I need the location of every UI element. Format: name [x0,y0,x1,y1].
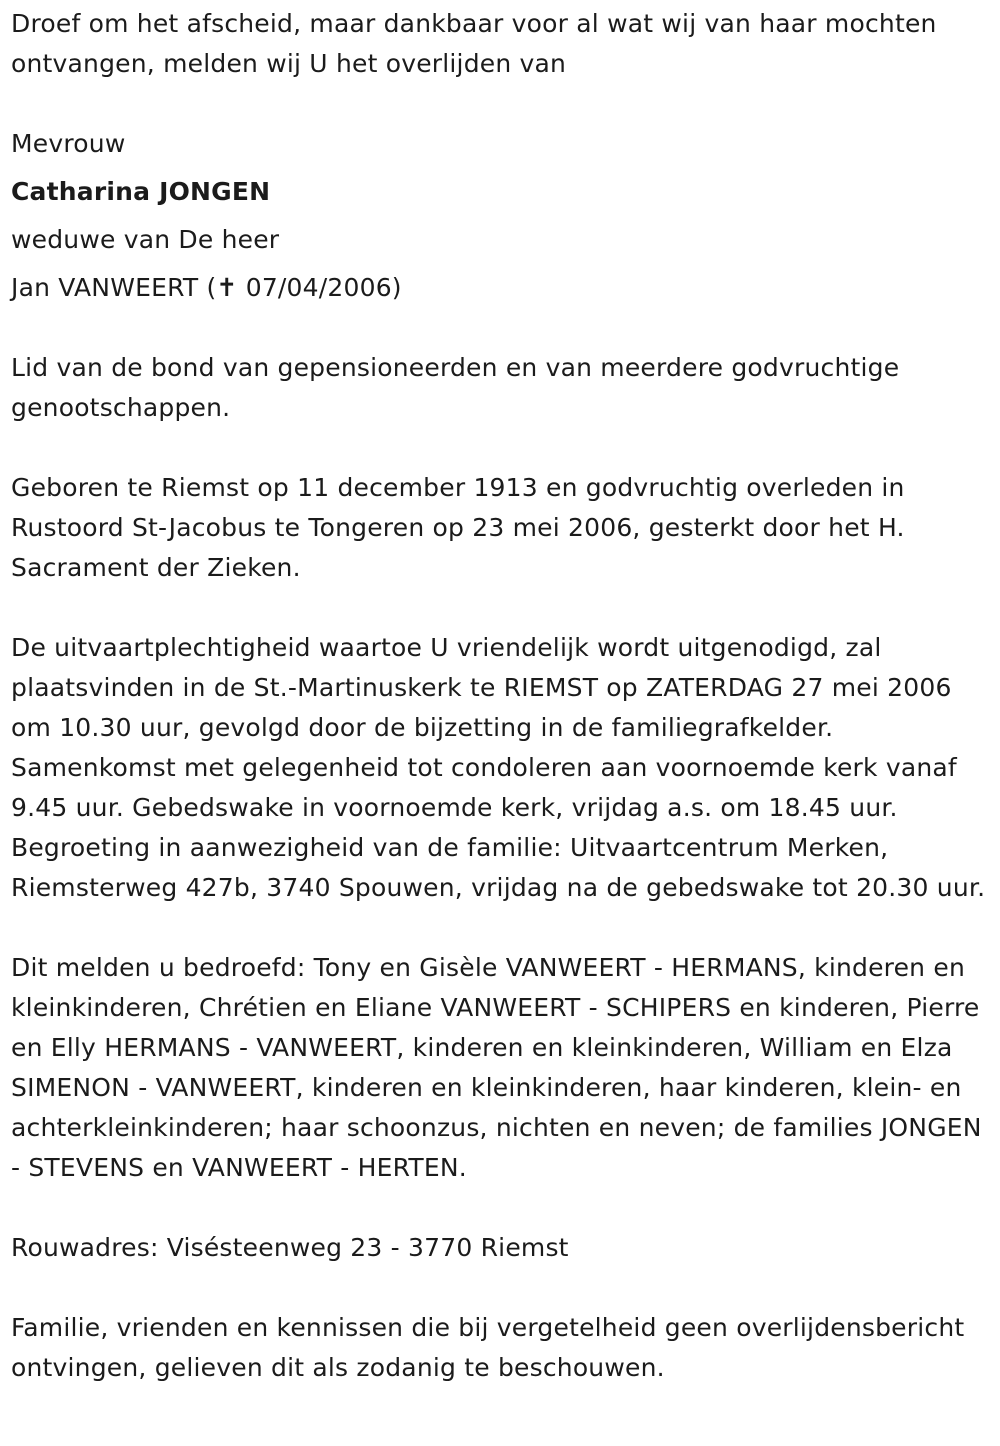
funeral-paragraph: De uitvaartplechtigheid waartoe U vriendelijk wordt uitgenodigd, zal plaatsvinden in de St.-Martinuskerk te RIEMST op ZATERDAG 27 mei 2006 om 10.30 uur, gevolgd door de bijzetting in de familiegrafkelder. Samenkomst met gelegenheid tot condoleren aan voornoemde kerk vanaf 9.45 uur. Gebedswake in voornoemde kerk, vrijdag a.s. om 18.45 uur. Begroeting in aanwezigheid van de familie: Uitvaartcentrum Merken, Riemsterweg 427b, 3740 Spouwen, vrijdag na de gebedswake tot 20.30 uur. [11,633,986,902]
membership-paragraph: Lid van de bond van gepensioneerden en van meerdere godvruchtige genootschappen. [11,353,900,422]
address-paragraph: Rouwadres: Visésteenweg 23 - 3770 Riemst [11,1233,569,1262]
deceased-block [11,124,990,308]
closing-paragraph: Familie, vrienden en kennissen die bij vergetelheid geen overlijdensbericht ontvingen, gelieven dit als zodanig te beschouwen. [11,1313,965,1382]
widow-of-line: weduwe van De heer [11,225,280,254]
deceased-title: Mevrouw [11,129,126,158]
family-paragraph: Dit melden u bedroefd: Tony en Gisèle VANWEERT - HERMANS, kinderen en kleinkinderen, Chrétien en Eliane VANWEERT - SCHIPERS en kinderen, Pierre en Elly HERMANS - VANWEERT, kinderen en kleinkinderen, William en Elza SIMENON - VANWEERT, kinderen en kleinkinderen, haar kinderen, klein- en achterkleinkinderen; haar schoonzus, nichten en neven; de families JONGEN - STEVENS en VANWEERT - HERTEN. [11,953,982,1182]
birth-death-paragraph: Geboren te Riemst op 11 december 1913 en godvruchtig overleden in Rustoord St-Jacobus te Tongeren op 23 mei 2006, gesterkt door het H. Sacrament der Zieken. [11,473,905,582]
intro-paragraph: Droef om het afscheid, maar dankbaar voor al wat wij van haar mochten ontvangen, melden wij U het overlijden van [11,9,937,78]
spouse-line: Jan VANWEERT (✝ 07/04/2006) [11,273,402,302]
deceased-name: Catharina JONGEN [11,177,271,206]
